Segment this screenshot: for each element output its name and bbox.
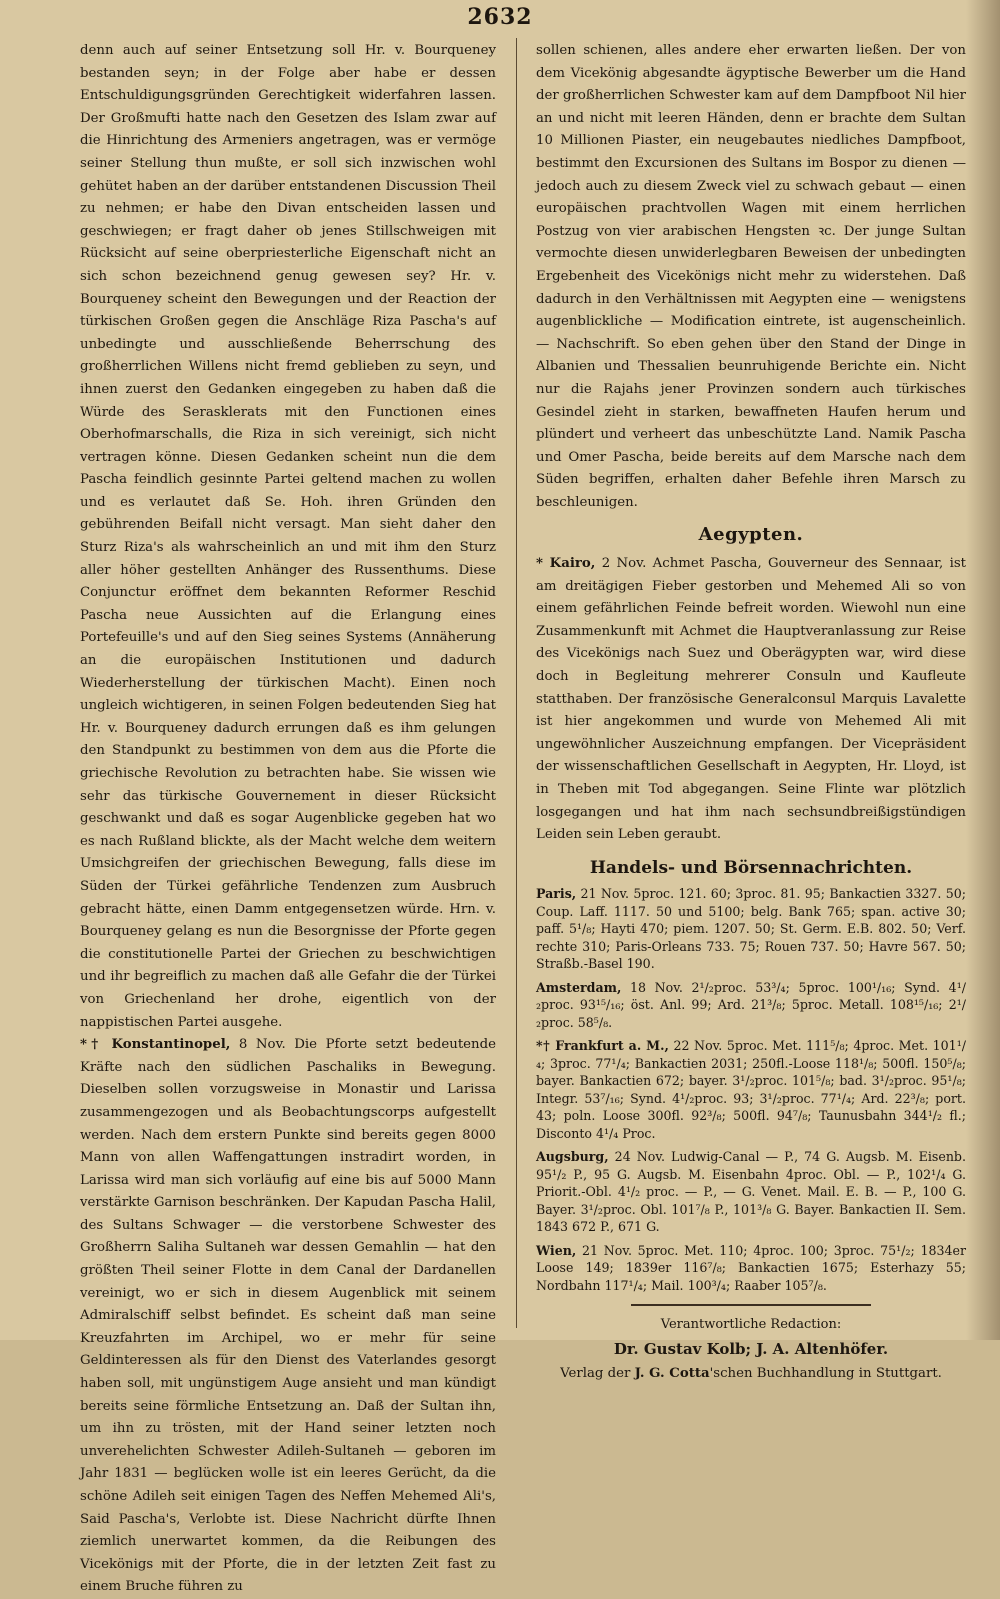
imprint-publisher	[536, 1362, 966, 1386]
article-konstantinopel-body: 8 Nov. Die Pforte setzt bedeutende Kräfte nach den südlichen Paschaliks in Bewegung. Dieselben sollen vorzugsweise in Monastir und Larissa zusammengezogen und als Beobachtungscorps aufgestellt werden. Nach dem erstern Punkte sind bereits gegen 8000 Mann von allen Waffengattungen instradirt worden, in Larissa wird man sich vorläufig auf eine bis auf 5000 Mann verstärkte Garnison beschränken. Der Kapudan Pascha Halil, des Sultans Schwager — die verstorbene Schwester des Großherrn Saliha Sultaneh war dessen Gemahlin — hat den größten Theil seiner Flotte in dem Canal der Dardanellen vereinigt, wo er sich in diesem Augenblick mit seinem Admiralschiff selbst befindet. Es scheint daß man seine Kreuzfahrten im Archipel, wo er mehr für seine Geldinteressen als für den Dienst des Vaterlandes gesorgt haben soll, mit ungünstigem Auge ansieht und man kündigt bereits seine förmliche Entsetzung an. Daß der Sultan ihn, um ihn zu trösten, mit der Hand seiner letzten noch unverehelichten Schwester Adileh-Sultaneh — geboren im Jahr 1831 — beglücken wolle ist ein leeres Gerücht, da die schöne Adileh seit einigen Tagen des Neffen Mehemed Ali's, Said Pascha's, Verlobte ist. Diese Nachricht dürfte Ihnen ziemlich unerwartet kommen, da die Reibungen des Vicekönigs mit der Pforte, die in der letzten Zeit fast zu einem Bruche führen zu	[80, 1037, 496, 1595]
dateline-augsburg: Augsburg,	[536, 1149, 609, 1165]
dateline-frankfurt: *† Frankfurt a. M.,	[536, 1038, 669, 1054]
dateline-konstantinopel: *† Konstantinopel,	[80, 1037, 231, 1053]
imprint-publisher-pre: Verlag der	[560, 1366, 635, 1382]
market-wien-body: 21 Nov. 5proc. Met. 110; 4proc. 100; 3proc. 75¹/₂; 1834er Loose 149; 1839er 116⁷/₈; Bankactien 1675; Esterhazy 55; Nordbahn 117¹/₄; Mail. 100³/₄; Raaber 105⁷/₈.	[536, 1242, 966, 1293]
page-edge-shadow	[966, 0, 1000, 1340]
market-paris-body: 21 Nov. 5proc. 121. 60; 3proc. 81. 95; Bankactien 3327. 50; Coup. Laff. 1117. 50 und 5100; belg. Bank 765; span. active 30; paff. 5¹/₈; Hayti 470; piem. 1207. 50; St. Germ. E.B. 802. 50; Verf. rechte 310; Paris-Orleans 733. 75; Rouen 737. 50; Havre 567. 50; Straßb.-Basel 190.	[536, 886, 966, 972]
imprint-publisher-name: J. G. Cotta	[634, 1366, 710, 1382]
imprint-editors: Dr. Gustav Kolb; J. A. Altenhöfer.	[613, 1340, 889, 1359]
market-augsburg	[536, 1148, 966, 1236]
article-konstantinopel	[80, 1034, 496, 1599]
dateline-wien: Wien,	[536, 1242, 577, 1258]
dateline-kairo: * Kairo,	[536, 556, 596, 572]
dateline-paris: Paris,	[536, 886, 577, 902]
section-heading-egypt: Aegypten.	[698, 524, 804, 546]
article-continuation: denn auch auf seiner Entsetzung soll Hr. v. Bourqueney bestanden seyn; in der Folge aber habe er dessen Entschuldigungsgründen Gerechtigkeit widerfahren lassen. Der Großmufti hatte nach den Gesetzen des Islam zwar auf die Hinrichtung des Armeniers angetragen, was er vermöge seiner Stellung thun mußte, er soll sich inzwischen wohl gehütet haben an der darüber entstandenen Discussion Theil zu nehmen; er habe den Divan entscheiden lassen und geschwiegen; er fragt daher ob jenes Stillschweigen mit Rücksicht auf seine oberpriesterliche Eigenschaft nicht an sich schon bezeichnend genug gewesen sey? Hr. v. Bourqueney scheint den Bewegungen und der Reaction der türkischen Großen gegen die Anschläge Riza Pascha's auf unbedingte und ausschließende Beherrschung des großherrlichen Willens nicht fremd geblieben zu seyn, und ihnen zuerst den Gedanken eingegeben zu haben daß die Würde des Serasklerats mit den Functionen eines Oberhofmarschalls, die Riza in sich vereinigt, sich nicht vertragen könne. Diesen Gedanken scheint nun die dem Pascha feindlich gesinnte Partei geltend machen zu wollen und es verlautet daß Se. Hoh. ihren Gründen den gebührenden Beifall nicht versagt. Man sieht daher den Sturz Riza's als wahrscheinlich an und mit ihm den Sturz aller höher gestellten Anhänger des Russenthums. Diese Conjunctur eröffnet dem bekannten Reformer Reschid Pascha neue Aussichten auf die Erlangung eines Portefeuille's und auf den Sieg seines Systems (Annäherung an die europäischen Institutionen und dadurch Wiederherstellung der türkischen Macht). Einen noch ungleich wichtigeren, in seinen Folgen bedeutenden Sieg hat Hr. v. Bourqueney dadurch errungen daß es ihm gelungen den Standpunkt zu bestimmen von dem aus die Pforte die griechische Revolution zu betrachten habe. Sie wissen wie sehr das türkische Gouvernement in dieser Rücksicht geschwankt und daß es sogar Augenblicke gegeben hat wo es nach Rußland blickte, als der Macht welche dem weitern Umsichgreifen der griechischen Bewegung, falls diese im Süden der Türkei gefährliche Tendenzen zum Ausbruch gebracht hätte, einen Damm entgegensetzen würde. Hrn. v. Bourqueney gelang es nun die Besorgnisse der Pforte gegen die constitutionelle Partei der Griechen zu beschwichtigen und ihr begreiflich zu machen daß alle Gefahr die der Türkei von Griechenland her drohe, eigentlich von der nappistischen Partei ausgehe.	[80, 43, 496, 1030]
section-heading-market: Handels- und Börsennachrichten.	[589, 857, 913, 878]
market-amsterdam	[536, 979, 966, 1032]
article-continuation-right: sollen schienen, alles andere eher erwarten ließen. Der von dem Vicekönig abgesandte ägyptische Bewerber um die Hand der großherrlichen Schwester kam auf dem Dampfboot Nil hier an und nicht mit leeren Händen, denn er brachte dem Sultan 10 Millionen Piaster, ein neugebautes niedliches Dampfboot, bestimmt den Excursionen des Sultans im Bospor zu dienen — jedoch auch zu diesem Zweck viel zu schwach gebaut — einen europäischen prachtvollen Wagen mit einem herrlichen Postzug von vier arabischen Hengsten ꝛc. Der junge Sultan vermochte diesen unwiderlegbaren Beweisen der unbedingten Ergebenheit des Vicekönigs nicht mehr zu widerstehen. Daß dadurch in den Verhältnissen mit Aegypten eine — wenigstens augenblickliche — Modification eintrete, ist augenscheinlich. — Nachschrift. So eben gehen über den Stand der Dinge in Albanien und Thessalien beunruhigende Berichte ein. Nicht nur die Rajahs jener Provinzen sondern auch türkisches Gesindel zieht in starken, bewaffneten Haufen herum und plündert und verheert das unbeschützte Land. Namik Pascha und Omer Pascha, beide bereits auf dem Marsche nach dem Süden begriffen, erhalten daher Befehle ihren Marsch zu beschleunigen.	[536, 43, 966, 510]
right-column	[536, 40, 966, 1386]
imprint-publisher-post: 'schen Buchhandlung in Stuttgart.	[709, 1366, 942, 1382]
article-kairo-body: 2 Nov. Achmet Pascha, Gouverneur des Sennaar, ist am dreitägigen Fieber gestorben und Mehemed Ali so von einem gefährlichen Feinde befreit worden. Wiewohl nun eine Zusammenkunft mit Achmet die Hauptveranlassung zur Reise des Vicekönigs nach Suez und Oberägypten war, wird diese doch in Begleitung mehrerer Consuln und Kaufleute statthaben. Der französische Generalconsul Marquis Lavalette ist hier angekommen und wurde von Mehemed Ali mit ungewöhnlicher Auszeichnung empfangen. Der Vicepräsident der wissenschaftlichen Gesellschaft in Aegypten, Hr. Lloyd, ist in Theben mit Tod abgegangen. Seine Flinte war plötzlich losgegangen und hat ihm nach sechsundbreißigstündigen Leiden sein Leben geraubt.	[536, 556, 967, 843]
market-wien	[536, 1242, 966, 1295]
article-kairo	[536, 553, 966, 847]
page-number: 2632	[467, 4, 533, 30]
market-amsterdam-body: 18 Nov. 2¹/₂proc. 53³/₄; 5proc. 100¹/₁₆; Synd. 4¹/₂proc. 93¹⁵/₁₆; öst. Anl. 99; Ard. 21³/₈; 5proc. Metall. 108¹⁵/₁₆; 2¹/₂proc. 58⁵/₈.	[536, 979, 966, 1030]
market-frankfurt	[536, 1037, 966, 1142]
imprint-editors-label: Verantwortliche Redaction:	[660, 1317, 842, 1333]
left-column	[80, 40, 496, 1599]
market-frankfurt-body: 22 Nov. 5proc. Met. 111⁵/₈; 4proc. Met. 101¹/₄; 3proc. 77¹/₄; Bankactien 2031; 250fl.-Loose 118¹/₈; 500fl. 150⁵/₈; bayer. Bankactien 672; bayer. 3¹/₂proc. 101⁵/₈; bad. 3¹/₂proc. 95¹/₈; Integr. 53⁷/₁₆; Synd. 4¹/₂proc. 93; 3¹/₂proc. 77¹/₄; Ard. 22³/₈; port. 43; poln. Loose 300fl. 92³/₈; 500fl. 94⁷/₈; Taunusbahn 344¹/₂ fl.; Disconto 4¹/₄ Proc.	[536, 1038, 966, 1141]
imprint-rule	[631, 1304, 871, 1306]
market-paris	[536, 885, 966, 973]
column-divider	[516, 38, 517, 1328]
market-augsburg-body: 24 Nov. Ludwig-Canal — P., 74 G. Augsb. M. Eisenb. 95¹/₂ P., 95 G. Augsb. M. Eisenbahn 4proc. Obl. — P., 102¹/₄ G. Priorit.-Obl. 4¹/₂ proc. — P., — G. Venet. Mail. E. B. — P., 100 G. Bayer. 3¹/₂proc. Obl. 101⁷/₈ P., 101³/₈ G. Bayer. Bankactien II. Sem. 1843 672 P., 671 G.	[536, 1149, 966, 1235]
dateline-amsterdam: Amsterdam,	[536, 979, 622, 995]
